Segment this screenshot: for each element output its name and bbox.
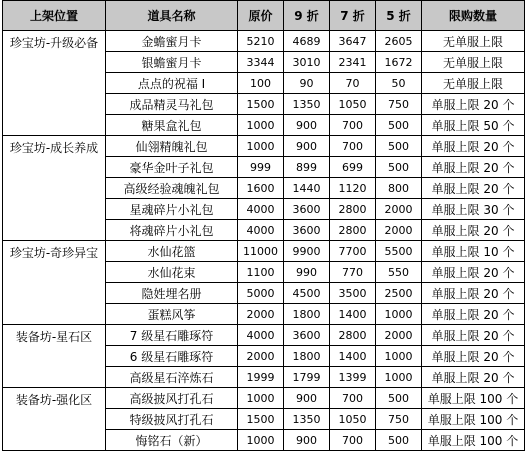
promotion-price-table	[2, 0, 525, 451]
original-price-cell: 3344	[238, 52, 284, 73]
original-price-cell: 1000	[238, 115, 284, 136]
price-50-cell: 2000	[376, 325, 422, 346]
limit-cell: 单服上限 20 个	[422, 304, 525, 325]
item-name-cell: 特级披风打孔石	[106, 409, 238, 430]
price-50-cell: 50	[376, 73, 422, 94]
price-90-cell: 1440	[284, 178, 330, 199]
original-price-cell: 1000	[238, 388, 284, 409]
item-name-cell: 星魂碎片小礼包	[106, 199, 238, 220]
price-70-cell: 1400	[330, 346, 376, 367]
price-70-cell: 2800	[330, 220, 376, 241]
price-50-cell: 500	[376, 115, 422, 136]
price-90-cell: 3600	[284, 325, 330, 346]
original-price-cell: 4000	[238, 220, 284, 241]
category-cell: 珍宝坊-升级必备	[3, 31, 106, 136]
item-name-cell: 隐姓埋名册	[106, 283, 238, 304]
price-70-cell: 1120	[330, 178, 376, 199]
item-name-cell: 水仙花束	[106, 262, 238, 283]
table-body	[3, 31, 525, 451]
header-90-percent: 9 折	[284, 1, 330, 31]
price-70-cell: 1400	[330, 304, 376, 325]
price-50-cell: 1000	[376, 304, 422, 325]
item-name-cell: 蛋糕风筝	[106, 304, 238, 325]
price-70-cell: 700	[330, 115, 376, 136]
limit-cell: 单服上限 20 个	[422, 325, 525, 346]
price-70-cell: 70	[330, 73, 376, 94]
item-name-cell: 仙翎精魄礼包	[106, 136, 238, 157]
header-location: 上架位置	[3, 1, 106, 31]
item-name-cell: 点点的祝福 I	[106, 73, 238, 94]
original-price-cell: 1100	[238, 262, 284, 283]
limit-cell: 单服上限 20 个	[422, 157, 525, 178]
price-50-cell: 2000	[376, 220, 422, 241]
original-price-cell: 2000	[238, 304, 284, 325]
limit-cell: 单服上限 100 个	[422, 409, 525, 430]
price-50-cell: 750	[376, 94, 422, 115]
price-50-cell: 800	[376, 178, 422, 199]
price-90-cell: 1799	[284, 367, 330, 388]
header-item-name: 道具名称	[106, 1, 238, 31]
limit-cell: 单服上限 20 个	[422, 283, 525, 304]
item-name-cell: 豪华金叶子礼包	[106, 157, 238, 178]
original-price-cell: 999	[238, 157, 284, 178]
price-70-cell: 1050	[330, 409, 376, 430]
limit-cell: 无单服上限	[422, 31, 525, 52]
price-50-cell: 2500	[376, 283, 422, 304]
table-row	[3, 388, 525, 409]
table-container	[2, 0, 525, 451]
price-70-cell: 699	[330, 157, 376, 178]
price-90-cell: 1800	[284, 346, 330, 367]
item-name-cell: 6 级星石雕琢符	[106, 346, 238, 367]
category-cell: 珍宝坊-奇珍异宝	[3, 241, 106, 325]
price-90-cell: 900	[284, 136, 330, 157]
limit-cell: 无单服上限	[422, 73, 525, 94]
price-70-cell: 700	[330, 430, 376, 451]
category-cell: 装备坊-强化区	[3, 388, 106, 451]
item-name-cell: 将魂碎片小礼包	[106, 220, 238, 241]
table-row	[3, 31, 525, 52]
table-row	[3, 136, 525, 157]
price-70-cell: 3500	[330, 283, 376, 304]
price-90-cell: 900	[284, 115, 330, 136]
original-price-cell: 4000	[238, 325, 284, 346]
price-90-cell: 9900	[284, 241, 330, 262]
price-70-cell: 2800	[330, 325, 376, 346]
limit-cell: 单服上限 20 个	[422, 367, 525, 388]
price-50-cell: 500	[376, 388, 422, 409]
price-50-cell: 500	[376, 136, 422, 157]
limit-cell: 单服上限 20 个	[422, 178, 525, 199]
price-90-cell: 3600	[284, 199, 330, 220]
price-90-cell: 899	[284, 157, 330, 178]
limit-cell: 单服上限 50 个	[422, 115, 525, 136]
price-50-cell: 1672	[376, 52, 422, 73]
original-price-cell: 5210	[238, 31, 284, 52]
price-70-cell: 2341	[330, 52, 376, 73]
price-50-cell: 2000	[376, 199, 422, 220]
price-90-cell: 3010	[284, 52, 330, 73]
item-name-cell: 糖果盒礼包	[106, 115, 238, 136]
price-90-cell: 1350	[284, 94, 330, 115]
original-price-cell: 5000	[238, 283, 284, 304]
original-price-cell: 1000	[238, 136, 284, 157]
price-50-cell: 1000	[376, 367, 422, 388]
price-70-cell: 3647	[330, 31, 376, 52]
price-50-cell: 750	[376, 409, 422, 430]
price-50-cell: 2605	[376, 31, 422, 52]
price-90-cell: 90	[284, 73, 330, 94]
price-90-cell: 900	[284, 430, 330, 451]
limit-cell: 单服上限 20 个	[422, 136, 525, 157]
price-90-cell: 1800	[284, 304, 330, 325]
item-name-cell: 银蟾蜜月卡	[106, 52, 238, 73]
price-50-cell: 1000	[376, 346, 422, 367]
item-name-cell: 成品精灵马礼包	[106, 94, 238, 115]
limit-cell: 无单服上限	[422, 52, 525, 73]
item-name-cell: 高级经验魂魄礼包	[106, 178, 238, 199]
header-original-price: 原价	[238, 1, 284, 31]
limit-cell: 单服上限 10 个	[422, 241, 525, 262]
price-90-cell: 3600	[284, 220, 330, 241]
price-70-cell: 1050	[330, 94, 376, 115]
table-row	[3, 325, 525, 346]
price-90-cell: 900	[284, 388, 330, 409]
item-name-cell: 高级星石淬炼石	[106, 367, 238, 388]
original-price-cell: 11000	[238, 241, 284, 262]
price-90-cell: 1350	[284, 409, 330, 430]
original-price-cell: 1500	[238, 94, 284, 115]
limit-cell: 单服上限 100 个	[422, 388, 525, 409]
price-70-cell: 700	[330, 388, 376, 409]
original-price-cell: 1600	[238, 178, 284, 199]
limit-cell: 单服上限 100 个	[422, 430, 525, 451]
original-price-cell: 1999	[238, 367, 284, 388]
limit-cell: 单服上限 20 个	[422, 346, 525, 367]
category-cell: 装备坊-星石区	[3, 325, 106, 388]
price-50-cell: 500	[376, 430, 422, 451]
price-90-cell: 4689	[284, 31, 330, 52]
price-50-cell: 500	[376, 157, 422, 178]
original-price-cell: 4000	[238, 199, 284, 220]
header-70-percent: 7 折	[330, 1, 376, 31]
header-50-percent: 5 折	[376, 1, 422, 31]
item-name-cell: 悔铭石（新）	[106, 430, 238, 451]
table-header-row	[3, 1, 525, 31]
item-name-cell: 金蟾蜜月卡	[106, 31, 238, 52]
original-price-cell: 1000	[238, 430, 284, 451]
limit-cell: 单服上限 20 个	[422, 94, 525, 115]
price-90-cell: 4500	[284, 283, 330, 304]
price-70-cell: 2800	[330, 199, 376, 220]
price-70-cell: 700	[330, 136, 376, 157]
original-price-cell: 2000	[238, 346, 284, 367]
price-70-cell: 1399	[330, 367, 376, 388]
limit-cell: 单服上限 20 个	[422, 262, 525, 283]
original-price-cell: 1500	[238, 409, 284, 430]
header-purchase-limit: 限购数量	[422, 1, 525, 31]
price-50-cell: 5500	[376, 241, 422, 262]
table-row	[3, 241, 525, 262]
limit-cell: 单服上限 30 个	[422, 199, 525, 220]
price-50-cell: 550	[376, 262, 422, 283]
price-90-cell: 990	[284, 262, 330, 283]
item-name-cell: 高级披风打孔石	[106, 388, 238, 409]
item-name-cell: 7 级星石雕琢符	[106, 325, 238, 346]
original-price-cell: 100	[238, 73, 284, 94]
limit-cell: 单服上限 20 个	[422, 220, 525, 241]
item-name-cell: 水仙花篮	[106, 241, 238, 262]
price-70-cell: 7700	[330, 241, 376, 262]
category-cell: 珍宝坊-成长养成	[3, 136, 106, 241]
price-70-cell: 770	[330, 262, 376, 283]
